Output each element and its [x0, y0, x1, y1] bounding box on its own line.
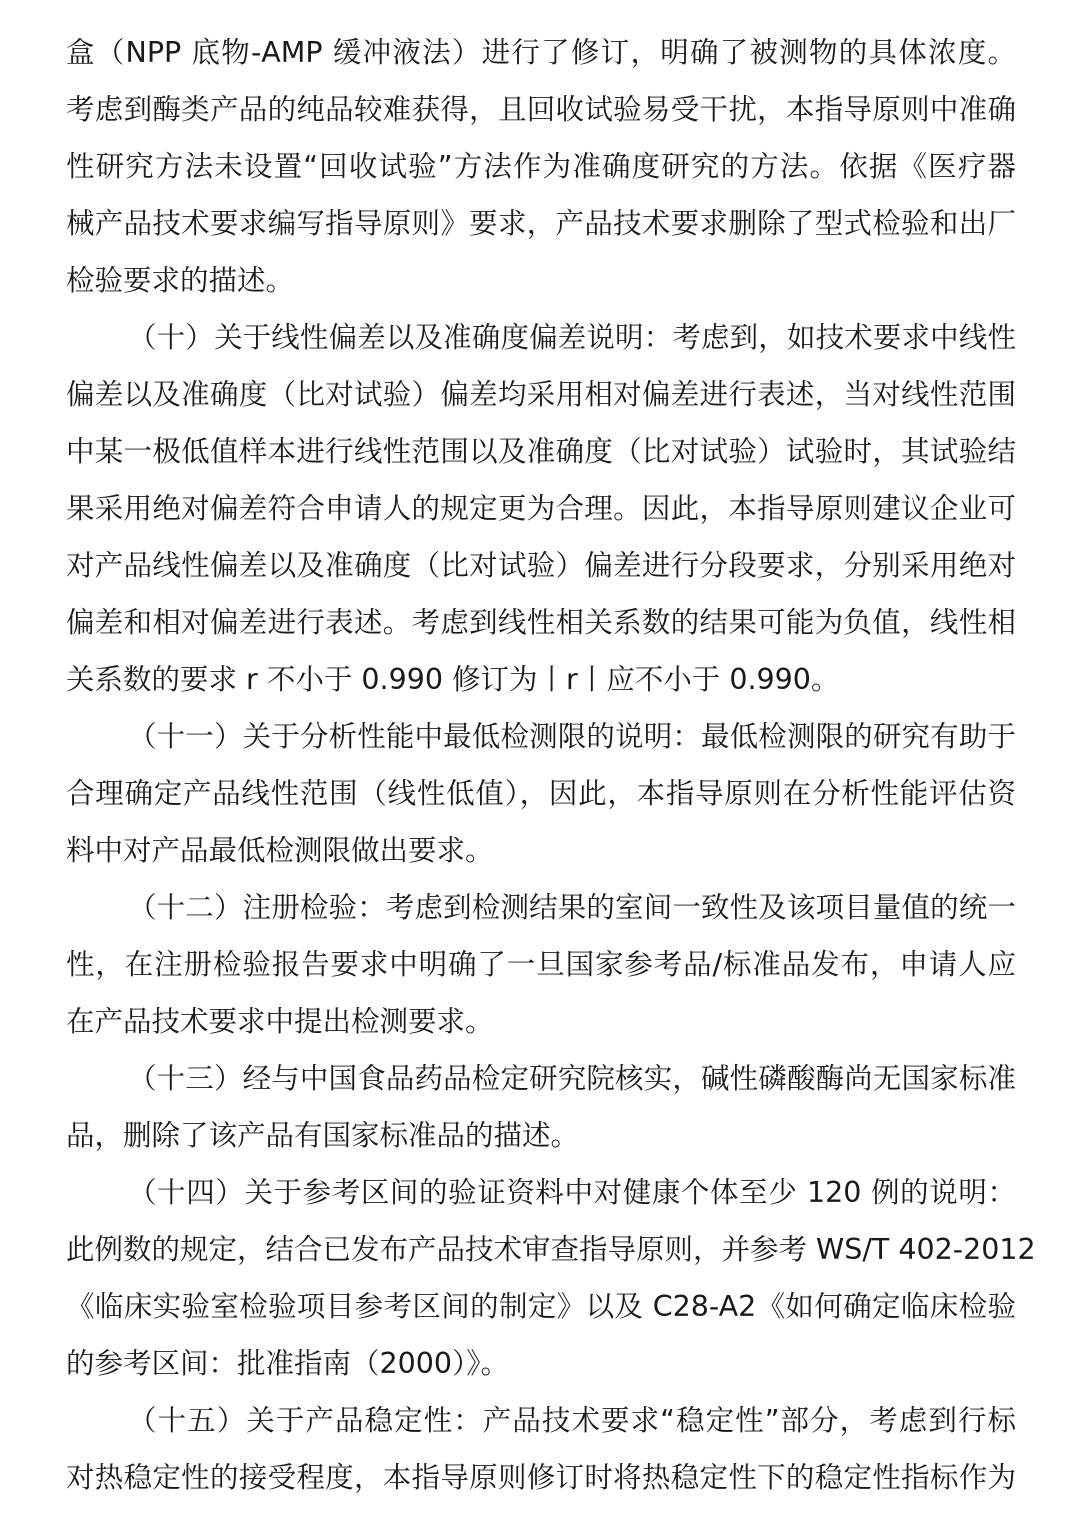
paragraph-heading-14: （十四）关于参考区间的验证资料中对健康个体至少 120 例的说明： — [128, 1176, 1016, 1209]
paragraph-heading-15: （十五）关于产品稳定性：产品技术要求“稳定性”部分，考虑到行标 — [128, 1404, 1016, 1437]
text-line: 关系数的要求 r 不小于 0.990 修订为丨r丨应不小于 0.990。 — [66, 663, 840, 696]
text-line: 考虑到酶类产品的纯品较难获得，且回收试验易受干扰，本指导原则中准确 — [66, 93, 1016, 126]
paragraph-heading-13: （十三）经与中国食品药品检定研究院核实，碱性磷酸酶尚无国家标准 — [128, 1062, 1016, 1095]
text-line: 合理确定产品线性范围（线性低值），因此，本指导原则在分析性能评估资 — [66, 777, 1016, 810]
text-line: 在产品技术要求中提出检测要求。 — [66, 1005, 494, 1038]
paragraph-heading-12: （十二）注册检验：考虑到检测结果的室间一致性及该项目量值的统一 — [128, 891, 1016, 924]
text-line: 偏差以及准确度（比对试验）偏差均采用相对偏差进行表述，当对线性范围 — [66, 378, 1016, 411]
paragraph-heading-10: （十）关于线性偏差以及准确度偏差说明：考虑到，如技术要求中线性 — [128, 321, 1016, 354]
text-line: 的参考区间：批准指南（2000）》。 — [66, 1347, 510, 1380]
text-line: 《临床实验室检验项目参考区间的制定》以及 C28-A2《如何确定临床检验 — [66, 1290, 1016, 1323]
text-line: 对热稳定性的接受程度，本指导原则修订时将热稳定性下的稳定性指标作为 — [66, 1461, 1016, 1494]
text-line: 此例数的规定，结合已发布产品技术审查指导原则，并参考 WS/T 402-2012 — [66, 1233, 1036, 1266]
text-line: 品，删除了该产品有国家标准品的描述。 — [66, 1119, 580, 1152]
text-line: 对产品线性偏差以及准确度（比对试验）偏差进行分段要求，分别采用绝对 — [66, 549, 1016, 582]
text-line: 料中对产品最低检测限做出要求。 — [66, 834, 494, 867]
text-line: 盒（NPP 底物-AMP 缓冲液法）进行了修订，明确了被测物的具体浓度。 — [66, 36, 1016, 69]
paragraph-heading-11: （十一）关于分析性能中最低检测限的说明：最低检测限的研究有助于 — [128, 720, 1016, 753]
text-line: 果采用绝对偏差符合申请人的规定更为合理。因此，本指导原则建议企业可 — [66, 492, 1016, 525]
text-line: 性，在注册检验报告要求中明确了一旦国家参考品/标准品发布，申请人应 — [66, 948, 1016, 981]
text-line: 偏差和相对偏差进行表述。考虑到线性相关系数的结果可能为负值，线性相 — [66, 606, 1016, 639]
text-line: 检验要求的描述。 — [66, 264, 295, 297]
text-line: 中某一极低值样本进行线性范围以及准确度（比对试验）试验时，其试验结 — [66, 435, 1016, 468]
text-line: 械产品技术要求编写指导原则》要求，产品技术要求删除了型式检验和出厂 — [66, 207, 1016, 240]
text-line: 性研究方法未设置“回收试验”方法作为准确度研究的方法。依据《医疗器 — [66, 150, 1016, 183]
